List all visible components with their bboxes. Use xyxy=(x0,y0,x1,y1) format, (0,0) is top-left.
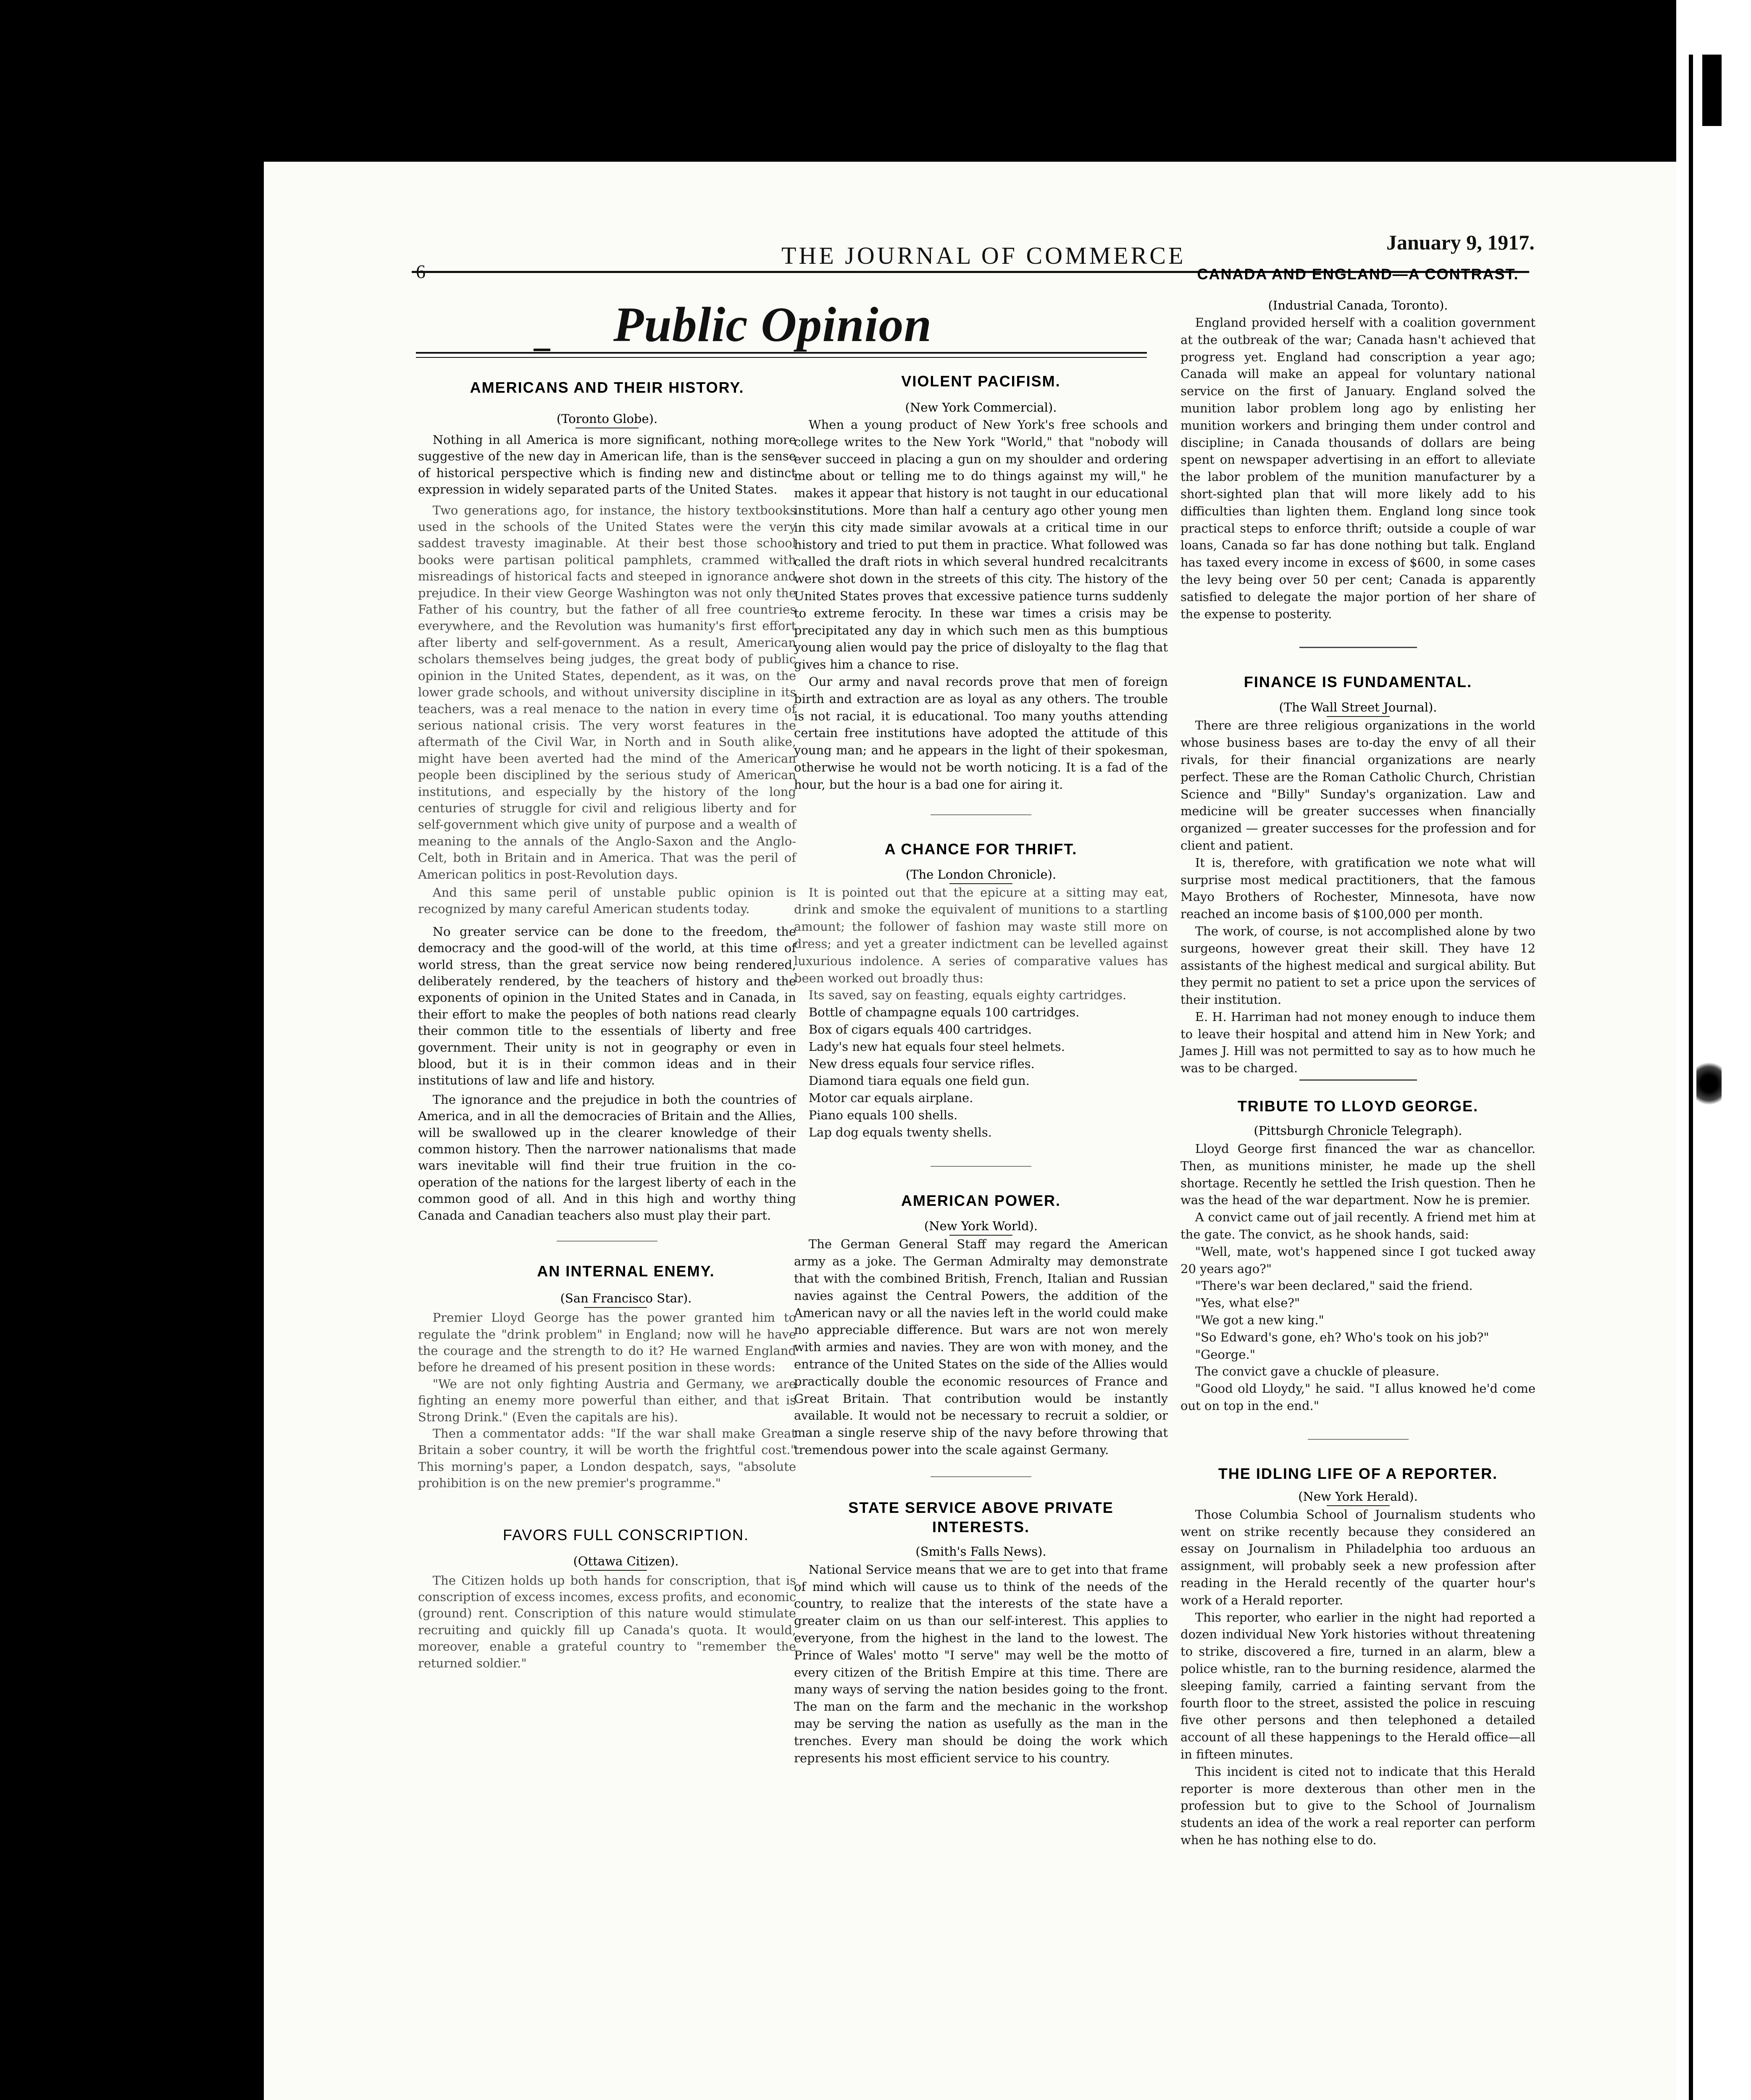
thrift-list-item: New dress equals four service rifles. xyxy=(808,1056,1035,1071)
article-paragraph: The work, of course, is not accomplished alone by two surgeons, however great their skill. They have 12 assistants of the highest medical and surgical ability. But they permit no patient to set a price upon the services of their institution. xyxy=(1180,924,1535,1007)
thrift-list-item: Box of cigars equals 400 cartridges. xyxy=(808,1022,1032,1037)
article-paragraph: "We are not only fighting Austria and Germany, we are fighting an enemy more powerful than either, and that is Strong Drink." (Even the capitals are his). xyxy=(418,1376,796,1424)
article-source: (The London Chronicle). xyxy=(905,867,1057,882)
article-separator xyxy=(1299,647,1417,648)
dialogue-line: "So Edward's gone, eh? Who's took on his job?" xyxy=(1195,1330,1489,1344)
article-paragraph: It is pointed out that the epicure at a sitting may eat, drink and smoke the equivalent of munitions to a startling amount; the follower of fashion may waste still more on dress; and yet a greater indictment can be levelled against luxurious indolence. A series of comparative values has been worked out broadly thus: xyxy=(794,885,1168,985)
article-paragraph: It is, therefore, with gratification we note what will surprise most medical practitioners, that the famous Mayo Brothers of Rochester, Minnesota, have now reached an income basis of $100,000 per month. xyxy=(1180,855,1535,921)
article-paragraph: Two generations ago, for instance, the history textbooks used in the schools of the United States were the very saddest travesty imaginable. At their best those school books were partisan political pamphlets, crammed with misreadings of historical facts and steeped in ignorance and prejudice. In their view George Washington was not only the Father of his country, but the father of all free countries everywhere, and the Revolution was humanity's first effort after liberty and self-government. As a result, American scholars themselves being judges, the great body of public opinion in the United States, dependent, as it was, on the lower grade schools, and without university discipline in its teachers, was a real menace to the nation in every time of serious national crisis. The very worst features in the aftermath of the Civil War, in North and in South alike, might have been averted had the mind of the American people been disciplined by the serious study of American institutions, and especially by the history of the long centuries of struggle for civil and religious liberty and for self-government which give unity of purpose and a wealth of meaning to the annals of the Anglo-Saxon and the Anglo-Celt, both in Britain and in America. That was the peril of American politics in post-Revolution days. xyxy=(418,503,796,882)
journal-title: THE JOURNAL OF COMMERCE xyxy=(781,242,1186,269)
article-paragraph: This incident is cited not to indicate that this Herald reporter is more dexterous than other men in the profession but to give to the School of Journalism students an idea of the work a real reporter can perform when he has nothing else to do. xyxy=(1180,1764,1535,1847)
article-paragraph: No greater service can be done to the freedom, the democracy and the good-will of the world, at this time of world stress, than the great service now being rendered, deliberately rendered, by the teachers of history and the exponents of opinion in the United States and in Canada, in their effort to make the peoples of both nations read clearly their common title to the essentials of liberty and free government. Their unity is not in geography or even in blood, but it is in their common ideas and in their institutions of law and life and history. xyxy=(418,924,796,1088)
article-source: (Toronto Globe). xyxy=(556,412,658,426)
article-chance-for-thrift xyxy=(794,840,1168,1141)
adjacent-page-strip xyxy=(1676,0,1751,2100)
column-middle xyxy=(794,372,1168,1767)
article-paragraph: E. H. Harriman had not money enough to induce them to leave their hospital and attend him in New York; and James J. Hill was not permitted to say as to how much he was to be charged. xyxy=(1180,1009,1535,1076)
article-paragraph: And this same peril of unstable public opinion is recognized by many careful American students today. xyxy=(418,885,796,916)
article-tribute-lloyd-george xyxy=(1180,1097,1535,1415)
section-rule xyxy=(416,352,1147,354)
damage-spot xyxy=(1696,1058,1722,1109)
issue-date: January 9, 1917. xyxy=(1386,231,1535,254)
article-source: (New York World). xyxy=(924,1219,1038,1234)
article-separator xyxy=(931,1476,1031,1477)
article-paragraph: Its saved, say on feasting, equals eighty cartridges. xyxy=(808,988,1127,1003)
film-edge-notch xyxy=(1702,55,1722,126)
article-paragraph: Those Columbia School of Journalism students who went on strike recently because they considered an essay on Journalism in Philadelphia too arduous an assignment, will probably seek a new profession after reading in the Herald recently of the quarter hour's work of a Herald reporter. xyxy=(1180,1507,1535,1607)
dialogue-line: "George." xyxy=(1195,1347,1256,1362)
article-title: AMERICAN POWER. xyxy=(901,1192,1061,1210)
article-paragraph: The Citizen holds up both hands for conscription, that is conscription of excess incomes, excess profits, and economic (ground) rent. Conscription of this nature would stimulate recruiting and quickly fill up Canada's quota. It would, moreover, enable a grateful country to "remember the returned soldier." xyxy=(418,1573,796,1670)
dialogue-line: The convict gave a chuckle of pleasure. xyxy=(1195,1364,1440,1379)
article-title: FINANCE IS FUNDAMENTAL. xyxy=(1244,673,1472,691)
article-title: CANADA AND ENGLAND—A CONTRAST. xyxy=(1197,265,1519,283)
thrift-list-item: Bottle of champagne equals 100 cartridges. xyxy=(808,1005,1080,1020)
article-americans-history xyxy=(418,378,796,1224)
article-separator xyxy=(1299,1079,1417,1081)
article-source: (Smith's Falls News). xyxy=(915,1544,1046,1559)
dialogue-line: "We got a new king." xyxy=(1195,1313,1324,1328)
dialogue-line: "Yes, what else?" xyxy=(1195,1296,1300,1310)
article-violent-pacifism xyxy=(794,372,1168,793)
column-left xyxy=(418,378,796,1672)
article-state-service xyxy=(794,1498,1168,1767)
article-separator xyxy=(557,1241,657,1242)
page-gutter xyxy=(1689,55,1693,2100)
article-title: STATE SERVICE ABOVE PRIVATE INTERESTS. xyxy=(848,1499,1114,1536)
article-title: AN INTERNAL ENEMY. xyxy=(537,1263,715,1280)
article-paragraph: There are three religious organizations in the world whose business bases are to-day the envy of all their rivals, for their financial organizations are nearly perfect. These are the Roman Catholic Church, Christian Science and "Billy" Sunday's organization. Law and medicine will be greater successes when financially organized — greater successes for the profession and for client and patient. xyxy=(1180,718,1535,853)
section-title: Public Opinion xyxy=(613,297,932,352)
article-paragraph: Premier Lloyd George has the power granted him to regulate the "drink problem" in England; now will he have the courage and the strength to do it? He warned England before he dreamed of his present position in these words: xyxy=(418,1310,796,1375)
article-title: AMERICANS AND THEIR HISTORY. xyxy=(470,379,744,396)
article-paragraph: Nothing in all America is more significant, nothing more suggestive of the new day in American life, than is the sense of historical perspective which is finding new and distinct expression in widely separated parts of the United States. xyxy=(418,433,796,497)
article-source: (The Wall Street Journal). xyxy=(1279,700,1437,715)
article-paragraph: "Well, mate, wot's happened since I got tucked away 20 years ago?" xyxy=(1180,1244,1535,1276)
article-paragraph: National Service means that we are to get into that frame of mind which will cause us to think of the needs of the country, to realize that the interests of the state have a greater claim on us than our self-interest. This applies to everyone, from the highest in the land to the lowest. The Prince of Wales' motto "I serve" may well be the motto of every citizen of the British Empire at this time. There are many ways of serving the nation besides going to the front. The man on the farm and the mechanic in the workshop may be serving the nation as usefully as the man in the trenches. Every man should be doing the work which represents his most efficient service to his country. xyxy=(794,1562,1168,1765)
section-rule xyxy=(416,357,1147,358)
section-dash xyxy=(534,349,550,351)
article-paragraph: "Good old Lloydy," he said. "I allus knowed he'd come out on top in the end." xyxy=(1180,1381,1535,1413)
article-paragraph: This reporter, who earlier in the night had reported a dozen individual New York histories without threatening to strike, discovered a fire, turned in an alarm, blew a police whistle, ran to the burning residence, alarmed the sleeping family, carried a fainting servant from the fourth floor to the street, assisted the police in rescuing five other persons and then telephoned a detailed account of all these happenings to the Herald office—all in fifteen minutes. xyxy=(1180,1610,1535,1761)
article-title: FAVORS FULL CONSCRIPTION. xyxy=(502,1526,749,1544)
article-paragraph: When a young product of New York's free schools and college writes to the New York "World," that "nobody will ever succeed in placing a gun on my shoulder and ordering me about or telling me to do things against my will," he makes it appear that history is not taught in our educational institutions. More than half a century ago other young men in this city made similar avowals at a critical time in our history and tried to put them in practice. What followed was called the draft riots in which several hundred recalcitrants were shot down in the streets of this city. The history of the United States proves that excessive patience turns suddenly to extreme ferocity. In these war times a crisis may be precipitated any day in which such men as this bumptious young alien would pay the price of disloyalty to the flag that gives him a chance to rise. xyxy=(794,417,1168,672)
source-rule xyxy=(584,1570,647,1571)
article-source: (San Francisco Star). xyxy=(560,1291,692,1306)
column-right xyxy=(1180,265,1535,1849)
article-title: VIOLENT PACIFISM. xyxy=(901,373,1061,390)
article-source: (New York Herald). xyxy=(1298,1489,1418,1504)
article-source: (Pittsburgh Chronicle Telegraph). xyxy=(1254,1124,1462,1138)
article-paragraph: The German General Staff may regard the American army as a joke. The German Admiralty may demonstrate that with the combined British, French, Italian and Russian navies against the Central Powers, the addition of the American navy or all the navies left in the world could make no appreciable difference. But wars are not won merely with armies and navies. They are won with money, and the entrance of the United States on the side of the Allies would practically double the economic resources of France and Great Britain. That contribution would be instantly available. It would not be necessary to recruit a soldier, or man a single reserve ship of the navy before throwing that tremendous power into the scale against Germany. xyxy=(794,1237,1168,1457)
article-source: (Industrial Canada, Toronto). xyxy=(1268,298,1448,312)
article-internal-enemy xyxy=(418,1262,796,1491)
article-source: (New York Commercial). xyxy=(905,400,1057,415)
thrift-list-item: Piano equals 100 shells. xyxy=(808,1108,958,1122)
thrift-list-item: Diamond tiara equals one field gun. xyxy=(808,1074,1030,1088)
thrift-list-item: Lady's new hat equals four steel helmets. xyxy=(808,1039,1065,1054)
dialogue-line: "There's war been declared," said the friend. xyxy=(1195,1278,1473,1293)
article-paragraph: England provided herself with a coalition government at the outbreak of the war; Canada hasn't achieved that progress yet. England had conscription a year ago; Canada will make an appeal for voluntary national service on the first of January. England solved the munition labor problem long ago by enlisting her munition workers and bringing them under control and discipline; in Canada thousands of dollars are being spent on newspaper advertising in an effort to alleviate the labor problem of the munition manufacturer by a short-sighted plan that will more likely add to his difficulties than lighten them. England long since took practical steps to enforce thrift; outside a couple of war loans, Canada so far has done nothing but talk. England has taxed every income in excess of $600, in some cases the levy being over 50 per cent; Canada is apparently satisfied to delegate the major portion of her share of the expense to posterity. xyxy=(1180,315,1535,621)
article-canada-england xyxy=(1180,265,1535,622)
article-paragraph: A convict came out of jail recently. A friend met him at the gate. The convict, as he shook hands, said: xyxy=(1180,1210,1535,1242)
article-source: (Ottawa Citizen). xyxy=(573,1554,679,1568)
article-title: THE IDLING LIFE OF A REPORTER. xyxy=(1218,1465,1498,1482)
article-paragraph: Our army and naval records prove that men of foreign birth and extraction are as loyal as any others. The trouble is not racial, it is educational. Too many youths attending certain free institutions have adopted the attitude of this young man; and he appears in the light of their spokesman, otherwise he would not be worth noticing. It is a fad of the hour, but the hour is a bad one for airing it. xyxy=(794,674,1168,792)
article-finance-fundamental xyxy=(1180,672,1535,1077)
article-paragraph: Then a commentator adds: "If the war shall make Great Britain a sober country, it will be worth the frightful cost." This morning's paper, a London despatch, says, "absolute prohibition is on the new premier's programme." xyxy=(418,1426,796,1491)
thrift-list-item: Lap dog equals twenty shells. xyxy=(808,1125,992,1139)
article-title: TRIBUTE TO LLOYD GEORGE. xyxy=(1237,1097,1479,1115)
article-separator xyxy=(1308,1439,1409,1440)
thrift-list-item: Motor car equals airplane. xyxy=(808,1091,973,1105)
article-paragraph: Lloyd George first financed the war as chancellor. Then, as munitions minister, he made up the shell shortage. Recently he settled the Irish question. Then he was the head of the war department. Now he is premier. xyxy=(1180,1142,1535,1208)
article-title: A CHANCE FOR THRIFT. xyxy=(884,840,1078,858)
article-full-conscription xyxy=(418,1525,796,1672)
article-separator xyxy=(931,1166,1031,1167)
article-paragraph: The ignorance and the prejudice in both the countries of America, and in all the democracies of Britain and the Allies, will be swallowed up in the clearer knowledge of their common history. Then the narrower nationalisms that made wars inevitable will find their true fruition in the co-operation of the nations for the largest liberty of each in the common good of all. And in this high and worthy thing Canada and Canadian teachers also must play their part. xyxy=(418,1092,796,1223)
source-rule xyxy=(584,1307,647,1308)
article-american-power xyxy=(794,1191,1168,1458)
article-separator xyxy=(931,814,1031,815)
article-idling-reporter xyxy=(1180,1464,1535,1849)
